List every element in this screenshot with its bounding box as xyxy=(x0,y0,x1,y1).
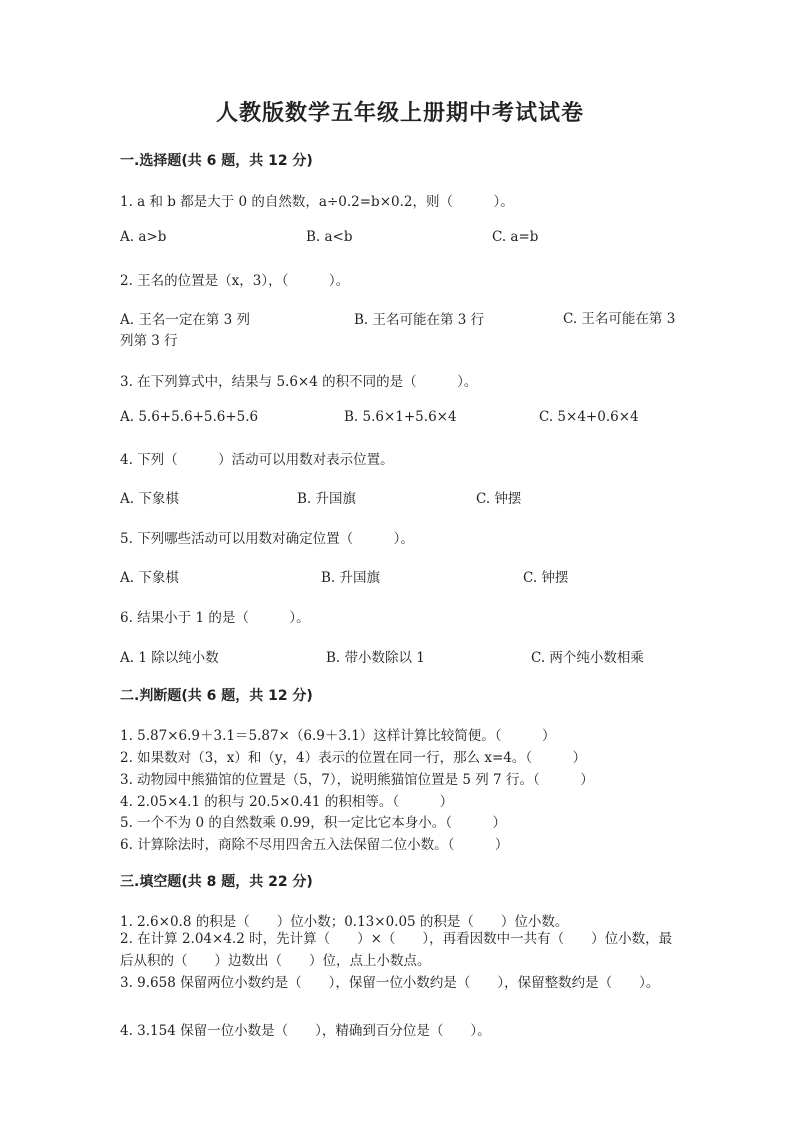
fill-item-1: 1. 2.6×0.8 的积是（ ）位小数；0.13×0.05 的积是（ ）位小数。 xyxy=(120,914,569,930)
q6-option-b: B. 带小数除以 1 xyxy=(326,650,425,666)
judgment-item-1: 1. 5.87×6.9＋3.1＝5.87×（6.9＋3.1）这样计算比较简便。（ ） xyxy=(120,728,556,744)
q5-option-c: C. 钟摆 xyxy=(523,570,569,586)
q2-option-c: C. 王名可能在第 3 列第 3 行 xyxy=(120,311,676,349)
q4-option-a: A. 下象棋 xyxy=(120,491,179,507)
question-6: 6. 结果小于 1 的是（ ）。 xyxy=(120,610,310,626)
q1-option-a: A. a>b xyxy=(120,229,167,245)
fill-item-2: 2. 在计算 2.04×4.2 时，先计算（ ）×（ ），再看因数中一共有（ ）位小数，最后从积的（ ）边数出（ ）位，点上小数点。 xyxy=(120,931,673,969)
judgment-item-3: 3. 动物园中熊猫馆的位置是（5，7），说明熊猫馆位置是 5 列 7 行。（ ） xyxy=(120,772,594,788)
q6-option-c: C. 两个纯小数相乘 xyxy=(531,650,644,666)
fill-item-4: 4. 3.154 保留一位小数是（ ），精确到百分位是（ ）。 xyxy=(120,1023,491,1039)
question-4: 4. 下列（ ）活动可以用数对表示位置。 xyxy=(120,452,394,468)
page-title: 人教版数学五年级上册期中考试试卷 xyxy=(215,101,584,126)
judgment-item-5: 5. 一个不为 0 的自然数乘 0.99，积一定比它本身小。（ ） xyxy=(120,815,506,831)
question-3: 3. 在下列算式中，结果与 5.6×4 的积不同的是（ ）。 xyxy=(120,374,478,390)
question-1: 1. a 和 b 都是大于 0 的自然数，a÷0.2=b×0.2，则（ ）。 xyxy=(120,194,514,210)
q1-option-c: C. a=b xyxy=(492,229,539,245)
section-heading-choice: 一.选择题(共 6 题，共 12 分) xyxy=(120,153,313,169)
question-2: 2. 王名的位置是（x，3），（ ）。 xyxy=(120,273,350,289)
judgment-item-6: 6. 计算除法时，商除不尽用四舍五入法保留二位小数。（ ） xyxy=(120,837,509,853)
q4-option-b: B. 升国旗 xyxy=(297,491,357,507)
q4-option-c: C. 钟摆 xyxy=(476,491,522,507)
section-heading-fill-blank: 三.填空题(共 8 题，共 22 分) xyxy=(120,874,313,890)
q3-option-c: C. 5×4+0.6×4 xyxy=(539,409,639,425)
q1-option-b: B. a<b xyxy=(306,229,353,245)
judgment-item-2: 2. 如果数对（3，x）和（y，4）表示的位置在同一行，那么 x=4。（ ） xyxy=(120,750,587,766)
q3-option-a: A. 5.6+5.6+5.6+5.6 xyxy=(120,409,259,425)
question-5: 5. 下列哪些活动可以用数对确定位置（ ）。 xyxy=(120,531,414,547)
section-heading-judgment: 二.判断题(共 6 题，共 12 分) xyxy=(120,688,313,704)
judgment-item-4: 4. 2.05×4.1 的积与 20.5×0.41 的积相等。（ ） xyxy=(120,794,454,810)
q2-option-a: A. 王名一定在第 3 列 xyxy=(120,312,251,328)
q2-option-b: B. 王名可能在第 3 行 xyxy=(354,312,485,328)
q5-option-a: A. 下象棋 xyxy=(120,570,179,586)
q5-option-b: B. 升国旗 xyxy=(321,570,381,586)
q3-option-b: B. 5.6×1+5.6×4 xyxy=(344,409,457,425)
fill-item-3: 3. 9.658 保留两位小数约是（ ），保留一位小数约是（ ），保留整数约是（ ）。 xyxy=(120,975,660,991)
q6-option-a: A. 1 除以纯小数 xyxy=(120,650,219,666)
